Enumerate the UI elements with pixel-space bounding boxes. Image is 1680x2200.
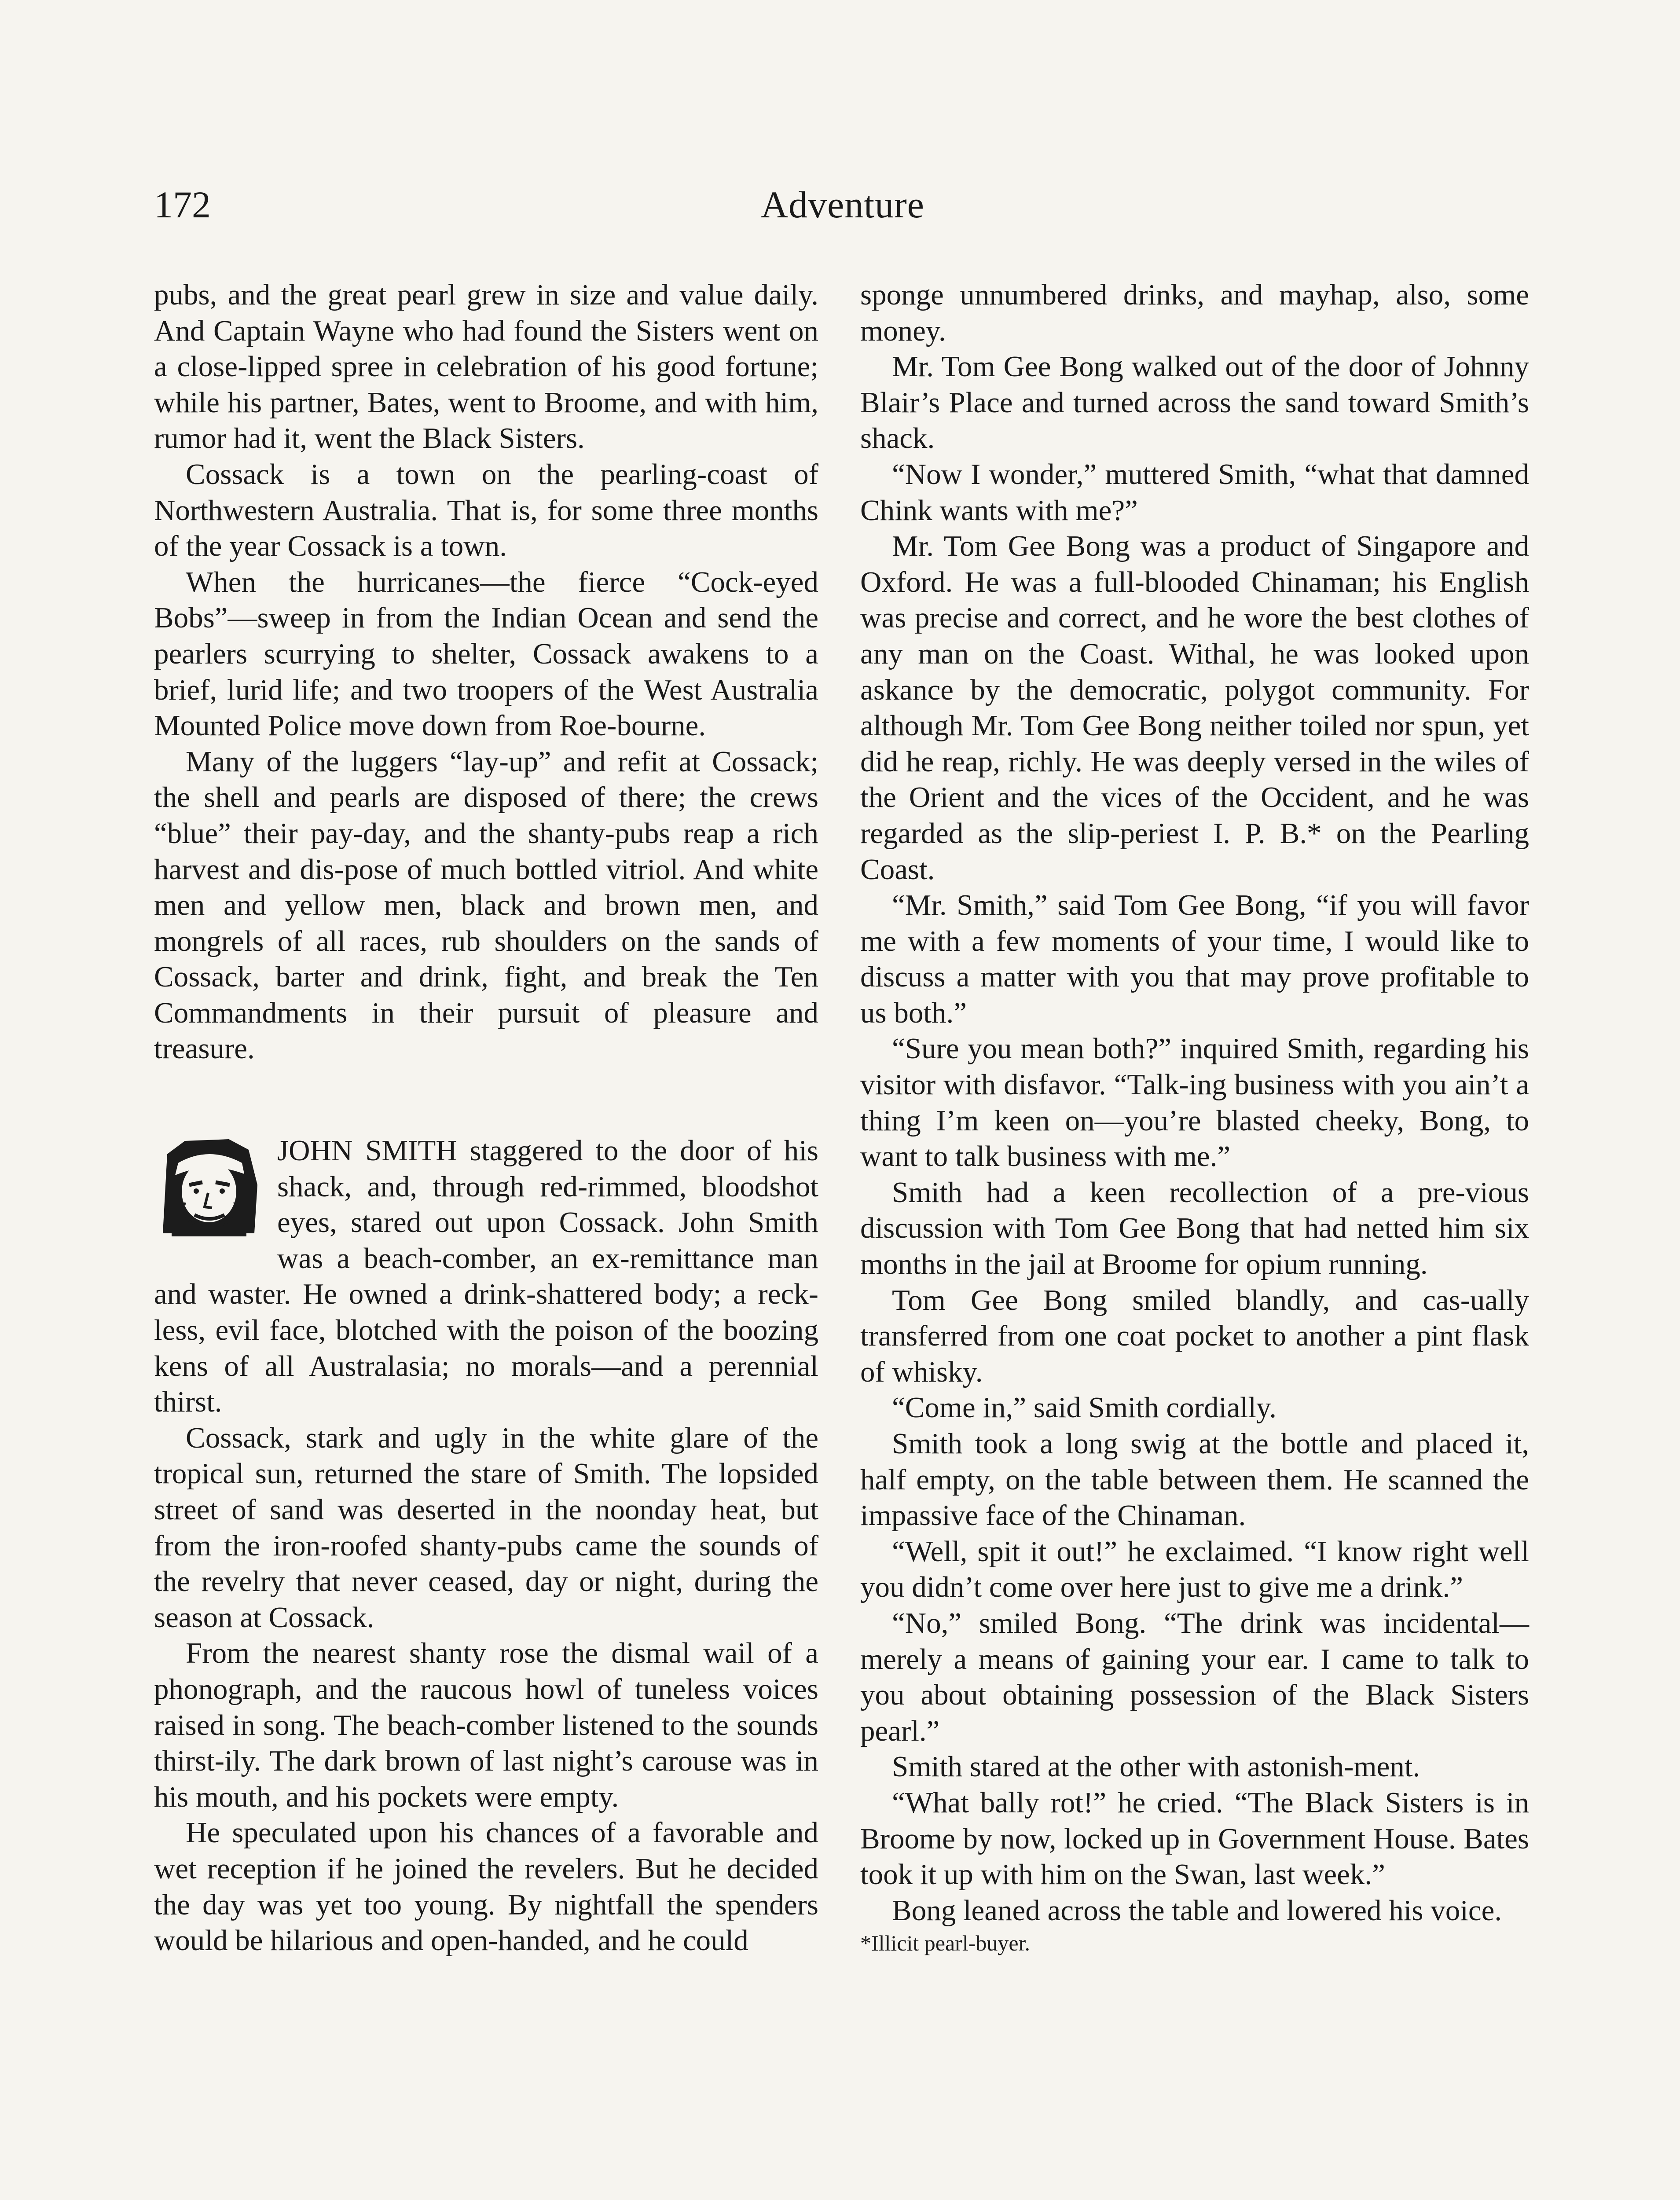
paragraph: Cossack, stark and ugly in the white glare of the tropical sun, returned the stare of Smith. The lopsided street of sand was deserted in the noonday heat, but from the iron-roofed shanty-pubs came the sounds of the revelry that never ceased, day or night, during the season at Cossack. (154, 1421, 818, 1634)
section-break (154, 1067, 818, 1133)
page-header (154, 180, 1531, 229)
paragraph: He speculated upon his chances of a favorable and wet reception if he joined the revelers. But he decided the day was yet too young. By nightfall the spenders would be hilarious and open-handed, and he could (154, 1816, 818, 1957)
paragraph: Many of the luggers “lay-up” and refit at Cossack; the shell and pearls are disposed of there; the crews “blue” their pay-day, and the shanty-pubs reap a rich harvest and dis-pose of much bottled vitriol. And white men and yellow men, black and brown men, and mongrels of all races, rub shoulders on the sands of Cossack, barter and drink, fight, and break the Ten Commandments in their pursuit of pleasure and treasure. (154, 745, 818, 1065)
paragraph: From the nearest shanty rose the dismal wail of a phonograph, and the raucous howl of tuneless voices raised in song. The beach-comber listened to the sounds thirst-ily. The dark brown of last night’s carouse was in his mouth, and his pockets were empty. (154, 1637, 818, 1813)
paragraph: Smith took a long swig at the bottle and placed it, half empty, on the table between them. He scanned the impassive face of the Chinaman. (860, 1427, 1529, 1532)
paragraph: When the hurricanes—the fierce “Cock-eyed Bobs”—sweep in from the Indian Ocean and send the pearlers scurrying to shelter, Cossack awakens to a brief, lurid life; and two troopers of the West Australia Mounted Police move down from Roe-bourne. (154, 565, 818, 742)
running-title: Adventure (761, 183, 924, 226)
right-column-body (860, 277, 1529, 1929)
paragraph: “No,” smiled Bong. “The drink was incidental—merely a means of gaining your ear. I came to talk to you about obtaining possession of the Black Sisters pearl.” (860, 1606, 1529, 1747)
right-column (860, 277, 1529, 1958)
paragraph: “What bally rot!” he cried. “The Black Sisters is in Broome by now, locked up in Government House. Bates took it up with him on the Swan, last week.” (860, 1786, 1529, 1891)
paragraph: sponge unnumbered drinks, and mayhap, also, some money. (860, 279, 1529, 347)
paragraph: Tom Gee Bong smiled blandly, and cas-ually transferred from one coat pocket to another a pint flask of whisky. (860, 1283, 1529, 1388)
dropcap-paragraph-block (154, 1133, 818, 1420)
paragraph: “Now I wonder,” muttered Smith, “what that damned Chink wants with me?” (860, 458, 1529, 527)
page-number: 172 (154, 183, 211, 226)
paragraph: Mr. Tom Gee Bong walked out of the door of Johnny Blair’s Place and turned across the sand toward Smith’s shack. (860, 350, 1529, 455)
left-column-top (154, 277, 818, 1067)
paragraph: Smith stared at the other with astonish-ment. (892, 1750, 1420, 1783)
paragraph: Bong leaned across the table and lowered his voice. (892, 1894, 1502, 1927)
paragraph: “Sure you mean both?” inquired Smith, regarding his visitor with disfavor. “Talk-ing business with you ain’t a thing I’m keen on—you’re blasted cheeky, Bong, to want to talk business with me.” (860, 1032, 1529, 1173)
paragraph: Smith had a keen recollection of a pre-vious discussion with Tom Gee Bong that had netted him six months in the jail at Broome for opium running. (860, 1176, 1529, 1281)
woodcut-face-illustration-icon (154, 1137, 264, 1240)
dropcap-paragraph: JOHN SMITH staggered to the door of his shack, and, through red-rimmed, bloodshot eyes, stared out upon Cossack. John Smith was a beach-comber, an ex-remittance man and waster. He owned a drink-shattered body; a reck-less, evil face, blotched with the poison of the boozing kens of all Australasia; no morals—and a perennial thirst. (154, 1134, 818, 1419)
paragraph: pubs, and the great pearl grew in size and value daily. And Captain Wayne who had found the Sisters went on a close-lipped spree in celebration of his good fortune; while his partner, Bates, went to Broome, and with him, rumor had it, went the Black Sisters. (154, 279, 818, 455)
left-column (154, 277, 818, 1959)
footnote: *Illicit pearl-buyer. (860, 1931, 1030, 1956)
left-column-bottom (154, 1420, 818, 1959)
paragraph: “Well, spit it out!” he exclaimed. “I know right well you didn’t come over here just to give me a drink.” (860, 1535, 1529, 1604)
paragraph: “Mr. Smith,” said Tom Gee Bong, “if you will favor me with a few moments of your time, I would like to discuss a matter with you that may prove profitable to us both.” (860, 889, 1529, 1029)
paragraph: “Come in,” said Smith cordially. (892, 1391, 1277, 1424)
paragraph: Mr. Tom Gee Bong was a product of Singapore and Oxford. He was a full-blooded Chinaman; his English was precise and correct, and he wore the best clothes of any man on the Coast. Withal, he was looked upon askance by the democratic, polygot community. For although Mr. Tom Gee Bong neither toiled nor spun, yet did he reap, richly. He was deeply versed in the wiles of the Orient and the vices of the Occident, and he was regarded as the slip-periest I. P. B.* on the Pearling Coast. (860, 530, 1529, 886)
paragraph: Cossack is a town on the pearling-coast of Northwestern Australia. That is, for some three months of the year Cossack is a town. (154, 458, 818, 563)
